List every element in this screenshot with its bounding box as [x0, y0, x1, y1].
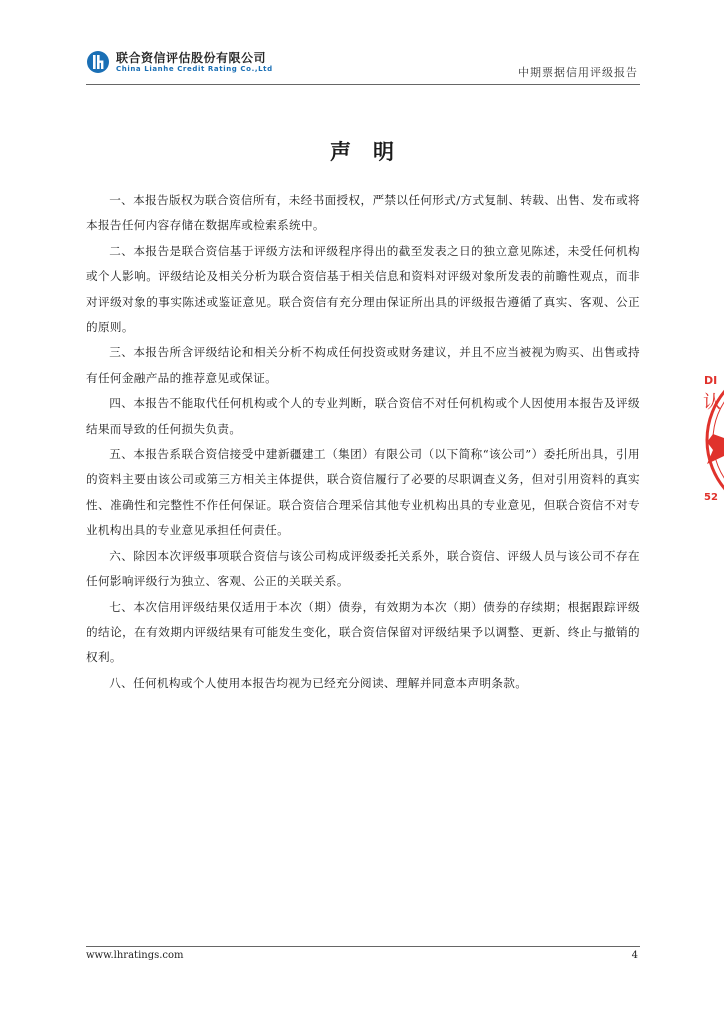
declaration-paragraph-5: 五、本报告系联合资信接受中建新疆建工（集团）有限公司（以下简称“该公司”）委托所出具，引用的资料主要由该公司或第三方相关主体提供，联合资信履行了必要的尽职调查义务，但对引用资料的真实性、准确性和完整性不作任何保证。联合资信合理采信其他专业机构出具的专业意见，但联合资信不对专业机构出具的专业意见承担任何责任。: [86, 447, 640, 538]
lianhe-logo-icon: [86, 50, 110, 74]
seal-text-mid: 认: [703, 392, 721, 413]
declaration-paragraph-8: 八、任何机构或个人使用本报告均视为已经充分阅读、理解并同意本声明条款。: [109, 675, 528, 690]
declaration-paragraph-7: 七、本次信用评级结果仅适用于本次（期）债券，有效期为本次（期）债券的存续期；根据跟踪评级的结论，在有效期内评级结果有可能发生变化，联合资信保留对评级结果予以调整、更新、终止与撤销的权利。: [86, 599, 640, 665]
declaration-body: [86, 188, 640, 696]
seal-text-top: DI: [704, 374, 718, 387]
header-divider: [86, 84, 640, 85]
seal-text-bottom: 52: [704, 492, 718, 503]
page-header: [86, 46, 640, 82]
company-name-cn: 联合资信评估股份有限公司: [116, 51, 267, 65]
company-seal-stamp: [703, 360, 724, 520]
footer-divider: [86, 946, 640, 947]
declaration-paragraph-4: 四、本报告不能取代任何机构或个人的专业判断，联合资信不对任何机构或个人因使用本报告及评级结果而导致的任何损失负责。: [86, 396, 640, 436]
footer-website-link[interactable]: www.lhratings.com: [86, 950, 184, 961]
page-number: 4: [631, 950, 638, 961]
company-name-en: China Lianhe Credit Rating Co.,Ltd: [116, 65, 273, 73]
declaration-paragraph-6: 六、除因本次评级事项联合资信与该公司构成评级委托关系外，联合资信、评级人员与该公司不存在任何影响评级行为独立、客观、公正的关联关系。: [86, 548, 640, 589]
page-title: 声明: [330, 140, 416, 164]
declaration-paragraph-3: 三、本报告所含评级结论和相关分析不构成任何投资或财务建议，并且不应当被视为购买、出售或持有任何金融产品的推荐意见或保证。: [86, 345, 640, 385]
declaration-paragraph-1: 一、本报告版权为联合资信所有，未经书面授权，严禁以任何形式/方式复制、转载、出售、发布或将本报告任何内容存储在数据库或检索系统中。: [86, 193, 640, 233]
declaration-paragraph-2: 二、本报告是联合资信基于评级方法和评级程序得出的截至发表之日的独立意见陈述，未受任何机构或个人影响。评级结论及相关分析为联合资信基于相关信息和资料对评级对象所发表的前瞻性观点，而非对评级对象的事实陈述或鉴证意见。联合资信有充分理由保证所出具的评级报告遵循了真实、客观、公正的原则。: [86, 243, 640, 335]
report-type-label: 中期票据信用评级报告: [518, 66, 638, 79]
